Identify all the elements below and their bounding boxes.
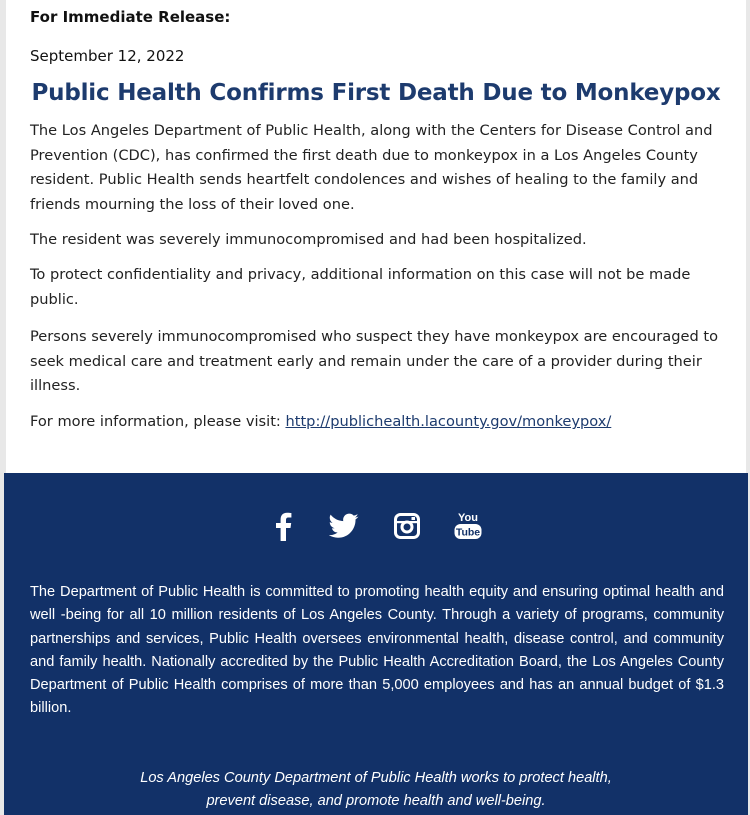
release-label: For Immediate Release: (30, 8, 231, 26)
body-paragraph-3: To protect confidentiality and privacy, additional information on this case will not be made public. (30, 266, 691, 308)
press-release-article (6, 0, 746, 473)
body-paragraph-1: The Los Angeles Department of Public Health, along with the Centers for Disease Control and Prevention (CDC), has confirmed the first death due to monkeypox in a Los Angeles County resident. Public Health sends heartfelt condolences and wishes of healing to the family and friends mourning the loss of their loved one. (30, 122, 713, 213)
release-date: September 12, 2022 (30, 47, 185, 65)
social-links (4, 509, 748, 543)
body-paragraph-2: The resident was severely immunocompromised and had been hospitalized. (30, 231, 587, 248)
instagram-icon[interactable] (390, 509, 424, 543)
tagline (4, 767, 748, 812)
more-info-prefix: For more information, please visit: (30, 413, 286, 430)
monkeypox-info-link[interactable]: http://publichealth.lacounty.gov/monkeypox/ (285, 413, 612, 430)
youtube-text-tube: Tube (455, 526, 481, 539)
tagline-line-1: Los Angeles County Department of Public Health works to protect health, (140, 770, 612, 786)
tagline-line-2: prevent disease, and promote health and well-being. (206, 792, 546, 809)
footer (4, 473, 748, 815)
body-paragraph-4: Persons severely immunocompromised who suspect they have monkeypox are encouraged to seek medical care and treatment early and remain under the care of a provider during their illness. (30, 328, 719, 394)
facebook-icon[interactable] (266, 509, 300, 543)
youtube-text-you: You (458, 512, 478, 524)
twitter-icon[interactable] (327, 509, 361, 543)
mission-statement: The Department of Public Health is committed to promoting health equity and ensuring optimal health and well -being for all 10 million residents of Los Angeles County. Through a variety of programs, community partnerships and services, Public Health oversees environmental health, disease control, and community and family health. Nationally accredited by the Public Health Accreditation Board, the Los Angeles County Department of Public Health comprises of more than 5,000 employees and has an annual budget of $1.3 billion. (30, 584, 724, 717)
youtube-icon[interactable] (451, 509, 485, 543)
headline: Public Health Confirms First Death Due to Monkeypox (31, 80, 721, 106)
more-info-line (30, 410, 730, 435)
